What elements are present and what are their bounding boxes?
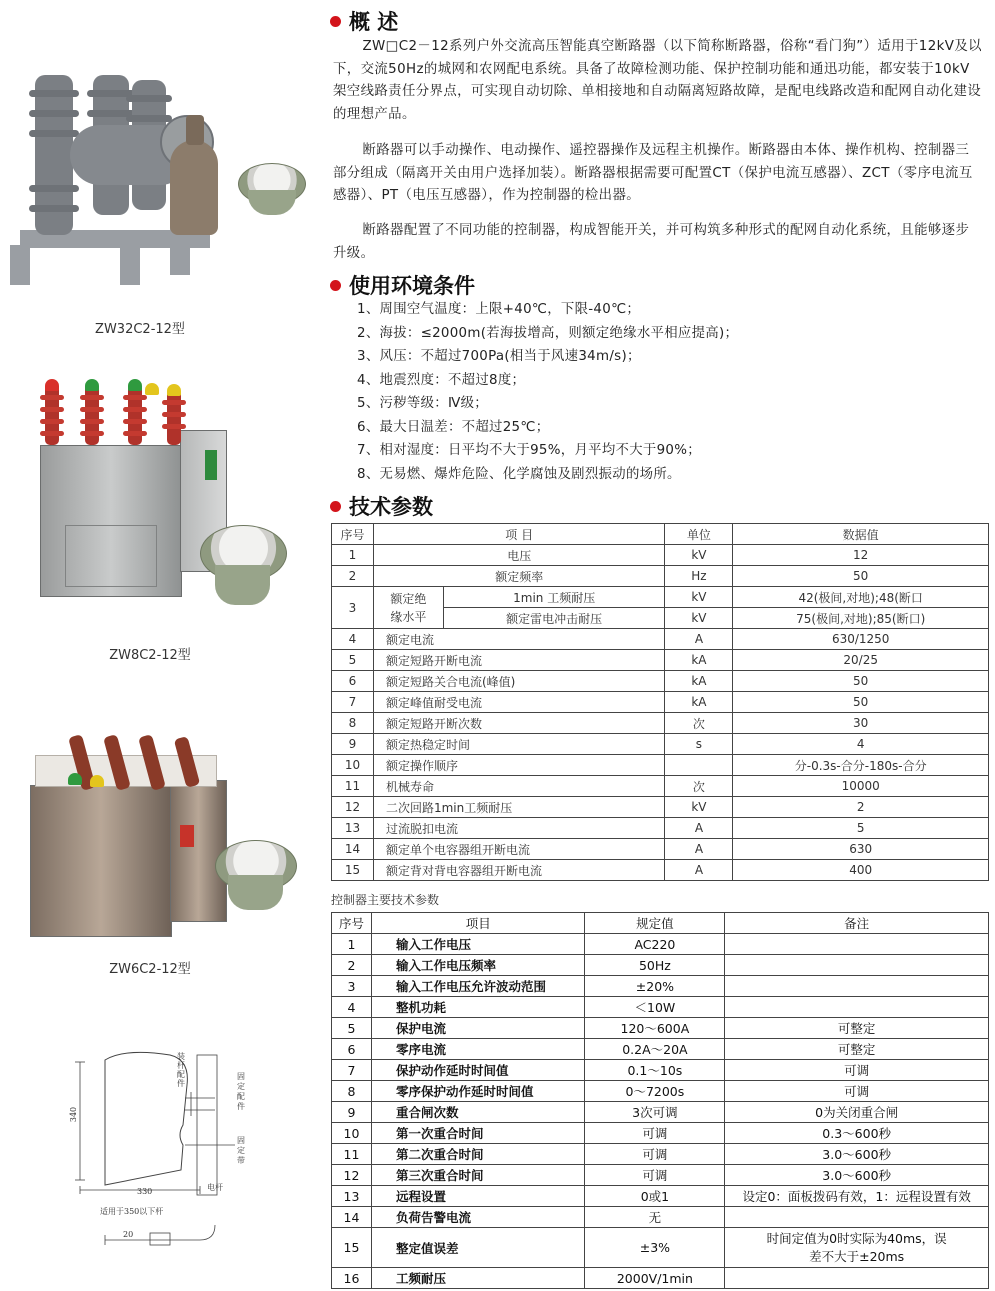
row-value: 630 xyxy=(733,839,989,860)
row-item: 额定单个电容器组开断电流 xyxy=(373,839,665,860)
table-row xyxy=(332,566,989,587)
row-note: 可调 xyxy=(725,1081,989,1102)
row-unit: A xyxy=(665,818,733,839)
table-row xyxy=(332,650,989,671)
table-row xyxy=(332,545,989,566)
row-value: ＜10W xyxy=(585,997,725,1018)
diagram-label-mount: 装杆配件 xyxy=(177,1052,185,1088)
table-row xyxy=(332,839,989,860)
mounting-diagram xyxy=(65,1050,265,1270)
diagram-label-fix-band: 固定带 xyxy=(237,1136,245,1165)
row-note xyxy=(725,1268,989,1289)
row-unit: 次 xyxy=(665,713,733,734)
row-item: 输入工作电压频率 xyxy=(371,955,585,976)
row-note: 可调 xyxy=(725,1060,989,1081)
row-no: 12 xyxy=(332,1165,372,1186)
row-item: 额定电流 xyxy=(373,629,665,650)
row-note xyxy=(725,997,989,1018)
row-no: 4 xyxy=(332,997,372,1018)
row-note: 0为关闭重合闸 xyxy=(725,1102,989,1123)
table-row xyxy=(332,955,989,976)
row-no: 16 xyxy=(332,1268,372,1289)
row-no: 15 xyxy=(332,860,374,881)
table-row xyxy=(332,1081,989,1102)
row-no: 7 xyxy=(332,692,374,713)
row-no: 9 xyxy=(332,734,374,755)
row-item: 电压 xyxy=(373,545,665,566)
row-unit: A xyxy=(665,839,733,860)
row-value: 20/25 xyxy=(733,650,989,671)
row-item: 远程设置 xyxy=(371,1186,585,1207)
row-value: 50 xyxy=(733,566,989,587)
row-no: 12 xyxy=(332,797,374,818)
overview-paragraph-1: ZW□C2－12系列户外交流高压智能真空断路器（以下简称断路器，俗称“看门狗”）适用于12kV及以下，交流50Hz的城网和农网配电系统。具备了故障检测功能、保护控制功能和通迅功能，都安装于10kV架空线路责任分界点，可实现自动切除、单相接地和自动隔离短路故障，是配电线路改造和配网自动化建设的理想产品。 xyxy=(333,39,982,122)
row-item: 保护动作延时时间值 xyxy=(371,1060,585,1081)
row-value: 分-0.3s-合分-180s-合分 xyxy=(733,755,989,776)
row-no: 14 xyxy=(332,839,374,860)
row-item: 负荷告警电流 xyxy=(371,1207,585,1228)
row-value: 50Hz xyxy=(585,955,725,976)
product-images-column xyxy=(0,0,318,1291)
table-row xyxy=(332,755,989,776)
row-value: 0～7200s xyxy=(585,1081,725,1102)
row-no: 13 xyxy=(332,1186,372,1207)
product-caption-zw8: ZW8C2-12型 xyxy=(109,648,191,663)
row-group-insulation xyxy=(373,587,443,629)
row-unit: kV xyxy=(665,797,733,818)
row-item: 第二次重合时间 xyxy=(371,1144,585,1165)
row-no: 10 xyxy=(332,755,374,776)
row-no: 2 xyxy=(332,955,372,976)
row-value: 0或1 xyxy=(585,1186,725,1207)
table-row xyxy=(332,1018,989,1039)
row-note: 可整定 xyxy=(725,1039,989,1060)
row-item: 额定热稳定时间 xyxy=(373,734,665,755)
row-value: 2000V/1min xyxy=(585,1268,725,1289)
table-header-row xyxy=(332,524,989,545)
environment-item: 6、最大日温差：不超过25℃； xyxy=(357,419,550,435)
diagram-dim-small: 20 xyxy=(123,1230,134,1239)
header-item: 项目 xyxy=(371,913,585,934)
row-note: 3.0～600秒 xyxy=(725,1144,989,1165)
header-value: 规定值 xyxy=(585,913,725,934)
row-note: 可整定 xyxy=(725,1018,989,1039)
row-value: 无 xyxy=(585,1207,725,1228)
row-value: 630/1250 xyxy=(733,629,989,650)
row-no: 10 xyxy=(332,1123,372,1144)
environment-list xyxy=(357,298,738,486)
row-item: 重合闸次数 xyxy=(371,1102,585,1123)
row-item: 额定短路开断电流 xyxy=(373,650,665,671)
tech-heading xyxy=(330,491,433,521)
table-row xyxy=(332,997,989,1018)
product-image-zw6 xyxy=(20,725,310,945)
row-note: 3.0～600秒 xyxy=(725,1165,989,1186)
table-row xyxy=(332,1102,989,1123)
row-no: 14 xyxy=(332,1207,372,1228)
row-note xyxy=(725,934,989,955)
diagram-dim-width: 330 xyxy=(137,1187,153,1196)
red-bullet-icon xyxy=(330,16,341,27)
row-item: 过流脱扣电流 xyxy=(373,818,665,839)
table-row xyxy=(332,1144,989,1165)
row-item: 第三次重合时间 xyxy=(371,1165,585,1186)
table-row xyxy=(332,671,989,692)
row-item: 零序保护动作延时时间值 xyxy=(371,1081,585,1102)
red-bullet-icon xyxy=(330,280,341,291)
mounting-diagram-drawing xyxy=(65,1050,265,1270)
overview-paragraph-3: 断路器配置了不同功能的控制器，构成智能开关，并可构筑多种形式的配网自动化系统，且能够逐步升级。 xyxy=(333,223,970,261)
row-note xyxy=(725,955,989,976)
row-unit: kV xyxy=(665,587,733,608)
environment-item: 1、周围空气温度：上限+40℃，下限-40℃； xyxy=(357,302,641,317)
row-no: 3 xyxy=(332,587,374,629)
environment-item: 7、相对湿度：日平均不大于95%，月平均不大于90%； xyxy=(357,443,701,458)
row-unit: kA xyxy=(665,650,733,671)
row-note: 0.3～600秒 xyxy=(725,1123,989,1144)
table-header-row xyxy=(332,913,989,934)
row-unit: Hz xyxy=(665,566,733,587)
row-value: 120～600A xyxy=(585,1018,725,1039)
row-value: 42(极间,对地);48(断口 xyxy=(733,587,989,608)
table-row xyxy=(332,1268,989,1289)
row-no: 5 xyxy=(332,1018,372,1039)
red-bullet-icon xyxy=(330,501,341,512)
row-note xyxy=(725,1207,989,1228)
product-caption-zw6: ZW6C2-12型 xyxy=(109,962,191,977)
row-no: 4 xyxy=(332,629,374,650)
row-unit: kV xyxy=(665,545,733,566)
row-value: ±20% xyxy=(585,976,725,997)
row-value: 75(极间,对地);85(断口) xyxy=(733,608,989,629)
table-row xyxy=(332,1186,989,1207)
tech-params-table xyxy=(331,523,989,881)
row-item: 额定雷电冲击耐压 xyxy=(443,608,665,629)
environment-heading xyxy=(330,270,475,300)
row-unit xyxy=(665,755,733,776)
table-row xyxy=(332,1207,989,1228)
row-item: 输入工作电压允许波动范围 xyxy=(371,976,585,997)
insulation-group-label: 额定绝缘水平 xyxy=(390,591,427,624)
diagram-label-note: 适用于350以下杆 xyxy=(100,1207,164,1216)
row-item: 额定短路开断次数 xyxy=(373,713,665,734)
row-item: 整机功耗 xyxy=(371,997,585,1018)
diagram-label-pole: 电杆 xyxy=(207,1183,223,1192)
diagram-dim-height: 340 xyxy=(69,1106,79,1123)
overview-title: 概 述 xyxy=(349,10,399,34)
row-unit: A xyxy=(665,860,733,881)
environment-item: 4、地震烈度：不超过8度； xyxy=(357,372,526,388)
controller-caption: 控制器主要技术参数 xyxy=(331,893,440,907)
row-value: 50 xyxy=(733,671,989,692)
environment-item: 2、海拔：≤2000m(若海拔增高，则额定绝缘水平相应提高)； xyxy=(357,325,739,341)
row-item: 整定值误差 xyxy=(371,1228,585,1268)
row-note: 时间定值为0时实际为40ms，误差不大于±20ms xyxy=(725,1228,989,1268)
row-no: 8 xyxy=(332,1081,372,1102)
table-row xyxy=(332,692,989,713)
row-item: 额定操作顺序 xyxy=(373,755,665,776)
product-image-zw32 xyxy=(10,55,310,295)
row-no: 6 xyxy=(332,1039,372,1060)
header-item: 项 目 xyxy=(373,524,665,545)
row-value: 400 xyxy=(733,860,989,881)
header-no: 序号 xyxy=(332,524,374,545)
row-note: 设定0：面板拨码有效，1：远程设置有效 xyxy=(725,1186,989,1207)
environment-item: 8、无易燃、爆炸危险、化学腐蚀及剧烈振动的场所。 xyxy=(357,466,681,482)
row-value: 可调 xyxy=(585,1123,725,1144)
row-item: 机械寿命 xyxy=(373,776,665,797)
table-row xyxy=(332,860,989,881)
row-unit: s xyxy=(665,734,733,755)
row-item: 第一次重合时间 xyxy=(371,1123,585,1144)
table-row xyxy=(332,1039,989,1060)
row-value: 可调 xyxy=(585,1165,725,1186)
diagram-label-fix-part: 固定配件 xyxy=(237,1072,245,1111)
row-item: 额定峰值耐受电流 xyxy=(373,692,665,713)
row-value: 30 xyxy=(733,713,989,734)
row-value: ±3% xyxy=(585,1228,725,1268)
table-row xyxy=(332,629,989,650)
row-value: 0.1～10s xyxy=(585,1060,725,1081)
product-caption-zw32: ZW32C2-12型 xyxy=(95,322,185,337)
row-item: 零序电流 xyxy=(371,1039,585,1060)
table-row xyxy=(332,713,989,734)
product-image-zw8 xyxy=(10,375,310,615)
table-row xyxy=(332,934,989,955)
row-no: 8 xyxy=(332,713,374,734)
row-item: 1min 工频耐压 xyxy=(443,587,665,608)
row-item: 工频耐压 xyxy=(371,1268,585,1289)
row-value: 可调 xyxy=(585,1144,725,1165)
overview-paragraph-2: 断路器可以手动操作、电动操作、遥控器操作及远程主机操作。断路器由本体、操作机构、控制器三部分组成（隔离开关由用户选择加装）。断路器根据需要可配置CT（保护电流互感器）、ZCT（零序电流互感器）、PT（电压互感器），作为控制器的检出器。 xyxy=(333,143,973,203)
row-value: 4 xyxy=(733,734,989,755)
header-value: 数据值 xyxy=(733,524,989,545)
row-value: AC220 xyxy=(585,934,725,955)
row-unit: A xyxy=(665,629,733,650)
row-value: 5 xyxy=(733,818,989,839)
controller-params-table xyxy=(331,912,989,1289)
row-unit: 次 xyxy=(665,776,733,797)
environment-item: 5、污秽等级：Ⅳ级； xyxy=(357,396,489,411)
row-item: 额定背对背电容器组开断电流 xyxy=(373,860,665,881)
row-no: 9 xyxy=(332,1102,372,1123)
environment-title: 使用环境条件 xyxy=(349,274,475,298)
header-unit: 单位 xyxy=(665,524,733,545)
overview-heading xyxy=(330,6,398,36)
row-no: 7 xyxy=(332,1060,372,1081)
table-row xyxy=(332,1123,989,1144)
header-no: 序号 xyxy=(332,913,372,934)
row-note xyxy=(725,976,989,997)
table-row xyxy=(332,734,989,755)
row-item: 二次回路1min工频耐压 xyxy=(373,797,665,818)
row-item: 额定频率 xyxy=(373,566,665,587)
row-no: 5 xyxy=(332,650,374,671)
row-no: 15 xyxy=(332,1228,372,1268)
tech-title: 技术参数 xyxy=(349,495,433,519)
table-row xyxy=(332,976,989,997)
table-row xyxy=(332,776,989,797)
row-unit: kV xyxy=(665,608,733,629)
table-row xyxy=(332,1165,989,1186)
row-value: 10000 xyxy=(733,776,989,797)
row-no: 2 xyxy=(332,566,374,587)
table-row xyxy=(332,818,989,839)
row-value: 3次可调 xyxy=(585,1102,725,1123)
table-row xyxy=(332,1228,989,1268)
row-value: 50 xyxy=(733,692,989,713)
table-row xyxy=(332,587,989,608)
table-row xyxy=(332,1060,989,1081)
row-item: 输入工作电压 xyxy=(371,934,585,955)
row-value: 2 xyxy=(733,797,989,818)
row-item: 保护电流 xyxy=(371,1018,585,1039)
row-no: 1 xyxy=(332,545,374,566)
row-unit: kA xyxy=(665,671,733,692)
row-unit: kA xyxy=(665,692,733,713)
row-no: 11 xyxy=(332,776,374,797)
header-note: 备注 xyxy=(725,913,989,934)
row-no: 3 xyxy=(332,976,372,997)
row-no: 11 xyxy=(332,1144,372,1165)
row-item: 额定短路关合电流(峰值) xyxy=(373,671,665,692)
row-value: 0.2A～20A xyxy=(585,1039,725,1060)
row-value: 12 xyxy=(733,545,989,566)
row-no: 1 xyxy=(332,934,372,955)
row-no: 6 xyxy=(332,671,374,692)
row-no: 13 xyxy=(332,818,374,839)
table-row xyxy=(332,797,989,818)
environment-item: 3、风压：不超过700Pa(相当于风速34m/s)； xyxy=(357,349,641,364)
